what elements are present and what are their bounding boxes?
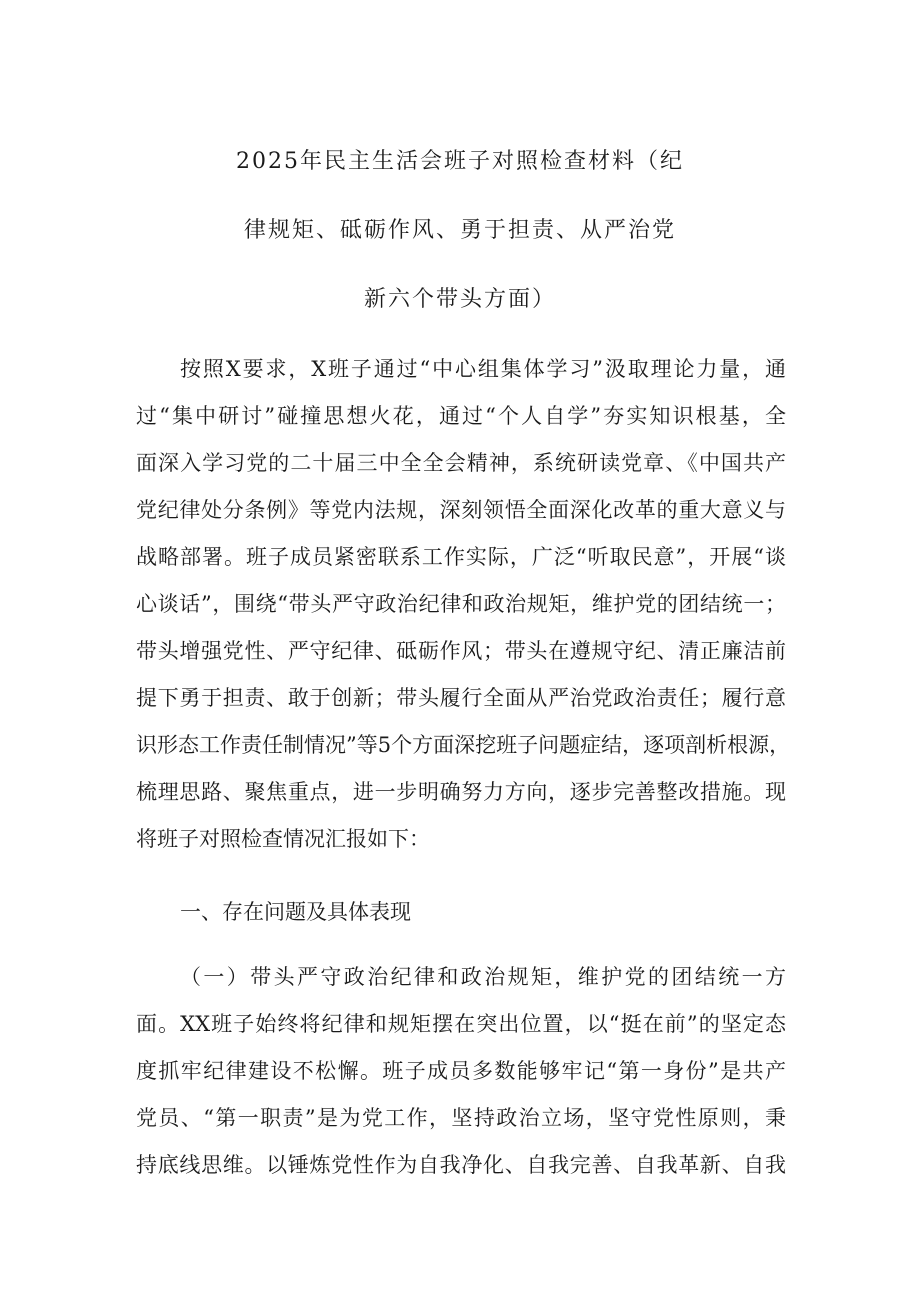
document-title-line-3: 新六个带头方面）: [363, 287, 556, 312]
paragraph-line: （一）带头严守政治纪律和政治规矩，维护党的团结统一方: [180, 965, 786, 989]
paragraph-line: 按照X要求，X班子通过“中心组集体学习”汲取理论力量，通: [180, 357, 786, 381]
document-title-line-1: 2025年民主生活会班子对照检查材料（纪: [236, 149, 684, 174]
paragraph-line: 带头增强党性、严守纪律、砥砺作风；带头在遵规守纪、清正廉洁前: [136, 639, 786, 663]
paragraph-line: 党员、“第一职责”是为党工作，坚持政治立场，坚守党性原则，秉: [136, 1106, 786, 1130]
paragraph-line: 识形态工作责任制情况”等5个方面深挖班子问题症结，逐项剖析根源，: [136, 733, 791, 757]
paragraph-line: 面深入学习党的二十届三中全全会精神，系统研读党章、《中国共产: [136, 451, 786, 475]
paragraph-line: 党纪律处分条例》等党内法规，深刻领悟全面深化改革的重大意义与: [136, 498, 786, 522]
paragraph-line: 持底线思维。以锤炼党性作为自我净化、自我完善、自我革新、自我: [136, 1153, 786, 1177]
paragraph-line: 战略部署。班子成员紧密联系工作实际，广泛“听取民意”，开展“谈: [136, 545, 786, 569]
paragraph-line: 心谈话”，围绕“带头严守政治纪律和政治规矩，维护党的团结统一；: [136, 592, 786, 616]
paragraph-line: 度抓牢纪律建设不松懈。班子成员多数能够牢记“第一身份”是共产: [136, 1059, 786, 1083]
paragraph-line: 面。XX班子始终将纪律和规矩摆在突出位置，以“挺在前”的坚定态: [136, 1012, 786, 1036]
paragraph-line: 过“集中研讨”碰撞思想火花，通过“个人自学”夯实知识根基，全: [136, 404, 786, 428]
paragraph-line: 提下勇于担责、敢于创新；带头履行全面从严治党政治责任；履行意: [136, 686, 786, 710]
section-heading: 一、存在问题及具体表现: [180, 900, 411, 924]
document-title-line-2: 律规矩、砥砺作风、勇于担责、从严治党: [243, 218, 676, 243]
paragraph-line: 梳理思路、聚焦重点，进一步明确努力方向，逐步完善整改措施。现: [136, 780, 786, 804]
paragraph-line: 将班子对照检查情况汇报如下：: [136, 827, 430, 851]
